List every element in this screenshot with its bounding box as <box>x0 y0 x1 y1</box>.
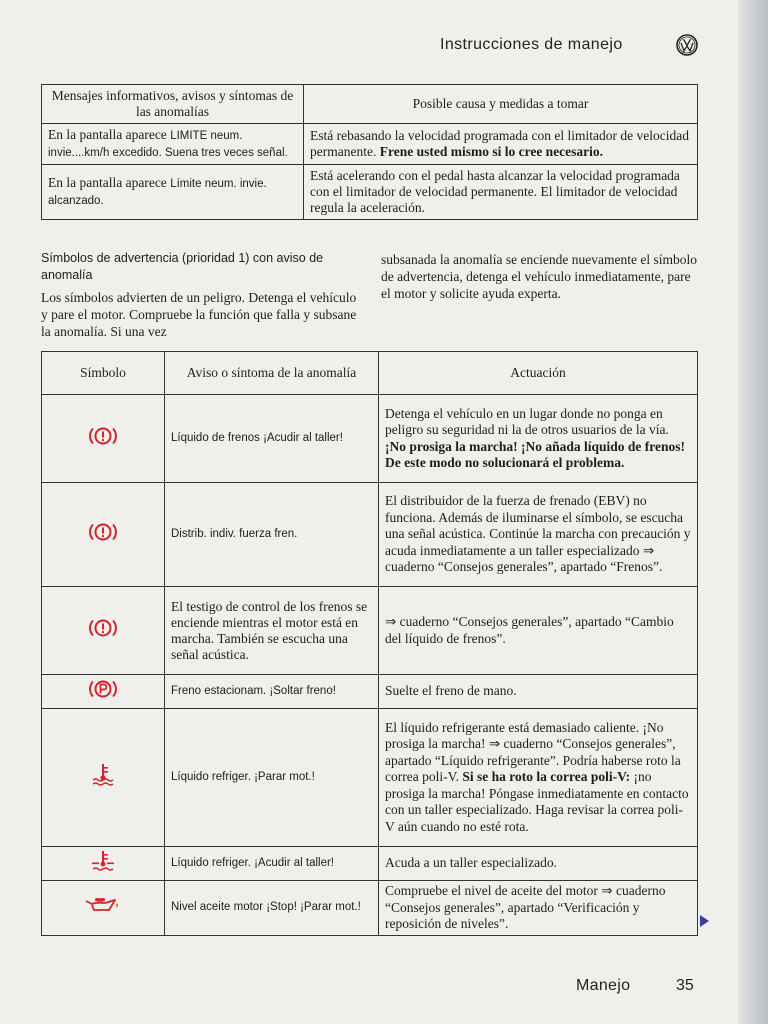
info-messages-table <box>41 84 698 220</box>
action-cell: Acuda a un taller especializado. <box>379 847 698 881</box>
symbol-cell <box>42 483 165 587</box>
message-cell: Freno estacionam. ¡Soltar freno! <box>165 675 379 709</box>
table-row <box>42 165 698 220</box>
action-cell: Compruebe el nivel de aceite del motor ⇒ cuaderno “Consejos generales”, apartado “Verificación y reposición de niveles”. <box>379 881 698 936</box>
page-header-title: Instrucciones de manejo <box>440 36 623 53</box>
action-cell: El distribuidor de la fuerza de frenado (EBV) no funciona. Además de iluminarse el símbolo, se escucha una señal acústica. Continúe la marcha con precaución y acuda inmediatamente a un taller especializado ⇒ cuaderno “Consejos generales”, apartado “Frenos”. <box>379 483 698 587</box>
message-cell: Distrib. indiv. fuerza fren. <box>165 483 379 587</box>
symbol-cell <box>42 587 165 675</box>
continue-arrow-icon <box>700 915 709 927</box>
table2-header-symbol: Símbolo <box>42 352 165 395</box>
table-row <box>42 395 698 483</box>
message-cell: Líquido refriger. ¡Parar mot.! <box>165 709 379 847</box>
symbol-cell <box>42 395 165 483</box>
table-row <box>42 847 698 881</box>
parking-brake-icon <box>88 678 118 700</box>
coolant-temperature-icon <box>90 762 116 788</box>
action-cell: ⇒ cuaderno “Consejos generales”, apartado “Cambio del líquido de frenos”. <box>379 587 698 675</box>
action-cell: Detenga el vehículo en un lugar donde no ponga en peligro su seguridad ni la de otros usuarios de la vía. ¡No prosiga la marcha! ¡No añada líquido de frenos! De este modo no solucionará el problema. <box>379 395 698 483</box>
table-row <box>42 675 698 709</box>
vw-logo-icon <box>676 34 698 56</box>
table-row <box>42 709 698 847</box>
table-row <box>42 483 698 587</box>
message-cell: Líquido refriger. ¡Acudir al taller! <box>165 847 379 881</box>
message-cell: En la pantalla aparece Límite neum. invie. alcanzado. <box>42 165 304 220</box>
symbol-cell <box>42 675 165 709</box>
table1-header-messages: Mensajes informativos, avisos y síntomas de las anomalías <box>42 85 304 124</box>
brake-warning-icon <box>88 425 118 447</box>
table-row <box>42 587 698 675</box>
oil-pressure-icon <box>83 895 123 917</box>
page-number: 35 <box>676 977 694 994</box>
table-row <box>42 124 698 165</box>
message-cell: Nivel aceite motor ¡Stop! ¡Parar mot.! <box>165 881 379 936</box>
table2-header-action: Actuación <box>379 352 698 395</box>
table1-header-causes: Posible causa y medidas a tomar <box>304 85 698 124</box>
message-cell: En la pantalla aparece LIMITE neum. invie....km/h excedido. Suena tres veces señal. <box>42 124 304 165</box>
table-row <box>42 881 698 936</box>
table2-header-message: Aviso o síntoma de la anomalía <box>165 352 379 395</box>
brake-warning-icon <box>88 617 118 639</box>
brake-warning-icon <box>88 521 118 543</box>
cause-cell: Está rebasando la velocidad programada con el limitador de velocidad permanente. Frene usted mismo si lo cree necesario. <box>304 124 698 165</box>
message-cell: El testigo de control de los frenos se enciende mientras el motor está en marcha. También se escucha una señal acústica. <box>165 587 379 675</box>
warning-symbols-table <box>41 351 698 936</box>
action-cell: El líquido refrigerante está demasiado caliente. ¡No prosiga la marcha! ⇒ cuaderno “Consejos generales”, apartado “Líquido refrigerante”. Podría haberse roto la correa poli-V. Si se ha roto la correa poli-V: ¡no prosiga la marcha! Póngase inmediatamente en contacto con un taller especializado. Haga revisar la correa poli-V aún cuando no esté rota. <box>379 709 698 847</box>
section-heading: Símbolos de advertencia (prioridad 1) con aviso de anomalía <box>41 251 324 282</box>
symbol-cell <box>42 847 165 881</box>
intro-text-left: Los símbolos advierten de un peligro. Detenga el vehículo y pare el motor. Compruebe la función que falla y subsane la anomalía. Si una vez <box>41 290 357 339</box>
symbol-cell <box>42 709 165 847</box>
message-cell: Líquido de frenos ¡Acudir al taller! <box>165 395 379 483</box>
page-edge <box>738 0 768 1024</box>
cause-cell: Está acelerando con el pedal hasta alcanzar la velocidad programada con el limitador de velocidad permanente. El limitador de velocidad regula la aceleración. <box>304 165 698 220</box>
symbol-cell <box>42 881 165 936</box>
intro-text-right: subsanada la anomalía se enciende nuevamente el símbolo de advertencia, detenga el vehículo inmediatamente, pare el motor y solicite ayuda experta. <box>381 252 698 301</box>
footer-section-title: Manejo <box>576 977 631 994</box>
coolant-level-icon <box>90 849 116 873</box>
action-cell: Suelte el freno de mano. <box>379 675 698 709</box>
